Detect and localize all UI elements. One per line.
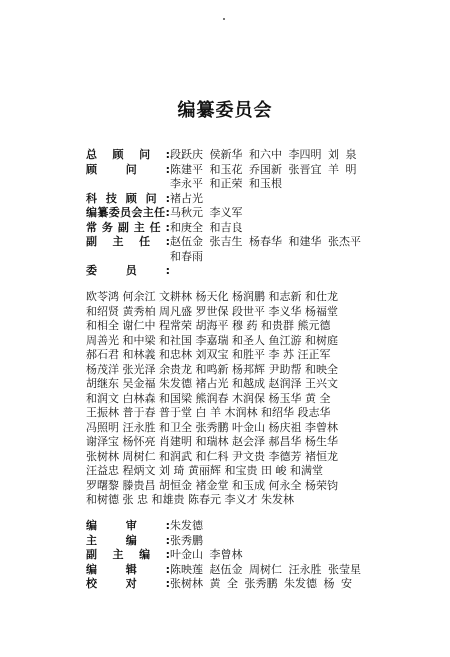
member-names-line: 和相全 谢仁中 程常荣 胡海平 穆 药 和贵群 熊元德: [86, 319, 331, 332]
role-row: [86, 235, 386, 250]
role-row: [86, 206, 386, 221]
role-label: 顾 问 :: [86, 162, 170, 176]
member-names-line: 罗曙黎 滕贵昌 胡恒金 褚金堂 和玉成 何永全 杨荣钧: [86, 478, 338, 492]
role-row: [86, 534, 386, 549]
role-names: 陈映莲 赵伍金 周树仁 汪永胜 张莹星: [170, 562, 361, 576]
role-row: [86, 148, 386, 163]
role-label: 副 主 编 :: [86, 548, 170, 561]
committee-roles: [86, 148, 386, 279]
role-label: 科 技 顾 问 :: [86, 191, 170, 205]
role-names: 张秀鹏: [170, 533, 203, 547]
member-names-line: 欧苓鸿 何余江 文耕林 杨天化 杨润鹏 和志新 和仕龙: [86, 290, 338, 303]
member-names-line: 汪益忠 程炳文 刘 琦 黄丽辉 和宝贵 田 峻 和满堂: [86, 464, 323, 477]
member-names-line: 和润文 白林森 和国梁 熊润春 木润保 杨玉华 黄 全: [86, 391, 331, 405]
page-title: 编纂委员会: [177, 100, 273, 121]
role-row: [86, 221, 386, 236]
member-names-line: 杨茂洋 张光泽 余贵龙 和鸣新 杨邦辉 尹助帮 和映全: [86, 362, 338, 376]
role-names-continued: 李永平 和正荣 和玉根: [170, 177, 282, 190]
role-names: 段跃庆 侯新华 和六中 李四明 刘 泉: [170, 148, 357, 161]
role-names: 马秋元 李义军: [170, 206, 243, 219]
role-label: 校 对 :: [86, 577, 170, 590]
role-label: 委 员 :: [86, 264, 170, 277]
role-row: [86, 563, 386, 578]
role-names: 赵伍金 张吉生 杨春华 和建华 张杰平: [170, 235, 361, 248]
member-names-line: 郝石君 和林義 和忠林 刘双宝 和胜平 李 苏 汪正军: [86, 348, 331, 361]
role-label: 编 辑 :: [86, 562, 170, 576]
role-row: [86, 548, 386, 563]
member-names-line: 和树德 张 忠 和雄贵 陈春元 李义才 朱发林: [86, 493, 294, 506]
editorial-roles: [86, 519, 386, 592]
role-names: 和庚全 和吉良: [170, 220, 243, 234]
member-names-line: 张树林 周树仁 和润武 和仁科 尹文贵 李德芳 褚恒龙: [86, 449, 338, 463]
member-names-line: 和绍贤 黄秀柏 周凡盛 罗世保 段世平 李义华 杨福堂: [86, 304, 338, 318]
role-label: 编 审 :: [86, 519, 170, 532]
member-names-line: 胡继东 吴金福 朱发德 褚占光 和越成 赵润泽 王兴文: [86, 377, 338, 390]
member-names-line: 王振林 普于春 普于堂 白 羊 木润林 和绍华 段志华: [86, 406, 331, 419]
member-names-line: 周善光 和中梁 和社国 李嘉瑞 和圣人 鱼江游 和树庭: [86, 333, 338, 347]
role-row: [86, 163, 386, 178]
role-names: 张树林 黄 全 张秀鹏 朱发德 杨 安: [170, 577, 352, 590]
role-names: 陈建平 和玉花 乔国新 张晋宜 羊 明: [170, 162, 357, 176]
role-label: 主 编 :: [86, 533, 170, 547]
role-row: [86, 577, 386, 592]
role-label: 副 主 任 :: [86, 235, 170, 248]
role-label: 总 顾 问 :: [86, 148, 170, 161]
role-names: 褚占光: [170, 191, 203, 205]
member-names-line: 冯照明 汪永胜 和卫全 张秀鹏 叶金山 杨庆祖 李曾林: [86, 420, 338, 434]
role-names: 叶金山 李曾林: [170, 548, 243, 561]
page-dot: [223, 18, 225, 20]
role-label: 编 纂 委 员 会 主 任 :: [86, 206, 170, 219]
role-names-continued: 和春雨: [170, 249, 203, 263]
role-row: [86, 519, 386, 534]
role-row: [86, 264, 386, 279]
member-names-line: 谢泽宝 杨怀亮 肖建明 和瑞林 赵会泽 郝昌华 杨生华: [86, 435, 338, 448]
role-label: 常 务 副 主 任 :: [86, 220, 170, 234]
committee-members: [86, 290, 386, 508]
role-names: 朱发德: [170, 519, 203, 532]
role-row: [86, 192, 386, 207]
